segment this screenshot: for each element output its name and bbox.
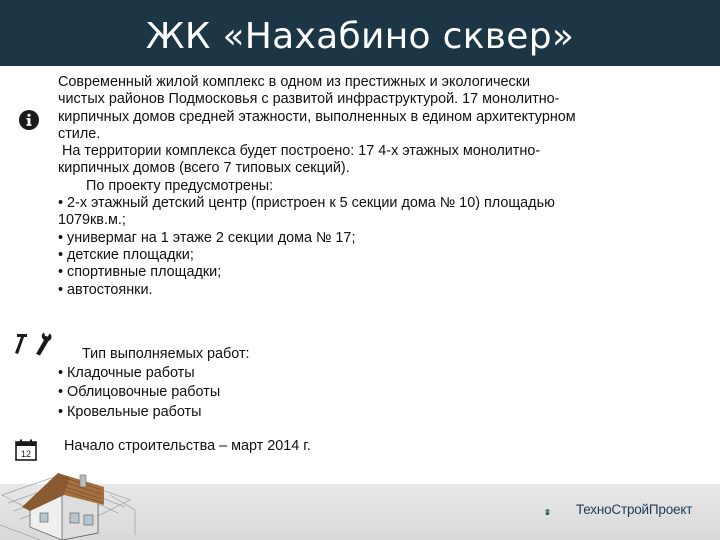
planned-item: • автостоянки. (58, 281, 153, 298)
planned-item: • универмаг на 1 этаже 2 секции дома № 17; (58, 229, 356, 246)
planned-item: • детские площадки; (58, 246, 194, 263)
description-line: чистых районов Подмосковья с развитой инфраструктурой. 17 монолитно- (58, 91, 560, 108)
works-block (58, 345, 658, 422)
description-line: стиле. (58, 125, 101, 142)
works-item: • Кровельные работы (58, 403, 202, 420)
company-logo-icon (545, 494, 575, 530)
planned-item: • спортивные площадки; (58, 264, 222, 281)
calendar-day: 12 (20, 449, 32, 459)
info-icon (17, 108, 41, 132)
tools-icon (14, 331, 54, 357)
house-illustration (0, 455, 140, 540)
territory-line: На территории комплекса будет построено: 17 4-х этажных монолитно- (62, 143, 541, 160)
construction-start: Начало строительства – март 2014 г. (64, 438, 311, 454)
planned-heading: По проекту предусмотрены: (86, 177, 274, 194)
works-item: • Облицовочные работы (58, 384, 221, 401)
company-logo-text: ТехноСтройПроект (576, 502, 693, 517)
territory-line: кирпичных домов (всего 7 типовых секций). (58, 160, 350, 177)
works-heading: Тип выполняемых работ: (82, 346, 250, 362)
project-description (58, 74, 698, 299)
works-item: • Кладочные работы (58, 365, 195, 382)
planned-item: 1079кв.м.; (58, 212, 126, 229)
planned-item: • 2-х этажный детский центр (пристроен к 5 секции дома № 10) площадью (58, 195, 555, 212)
description-line: кирпичных домов средней этажности, выполненных в едином архитектурном (58, 108, 576, 125)
slide-title: ЖК «Нахабино сквер» (145, 16, 575, 57)
description-line: Современный жилой комплекс в одном из престижных и экологически (58, 74, 531, 90)
